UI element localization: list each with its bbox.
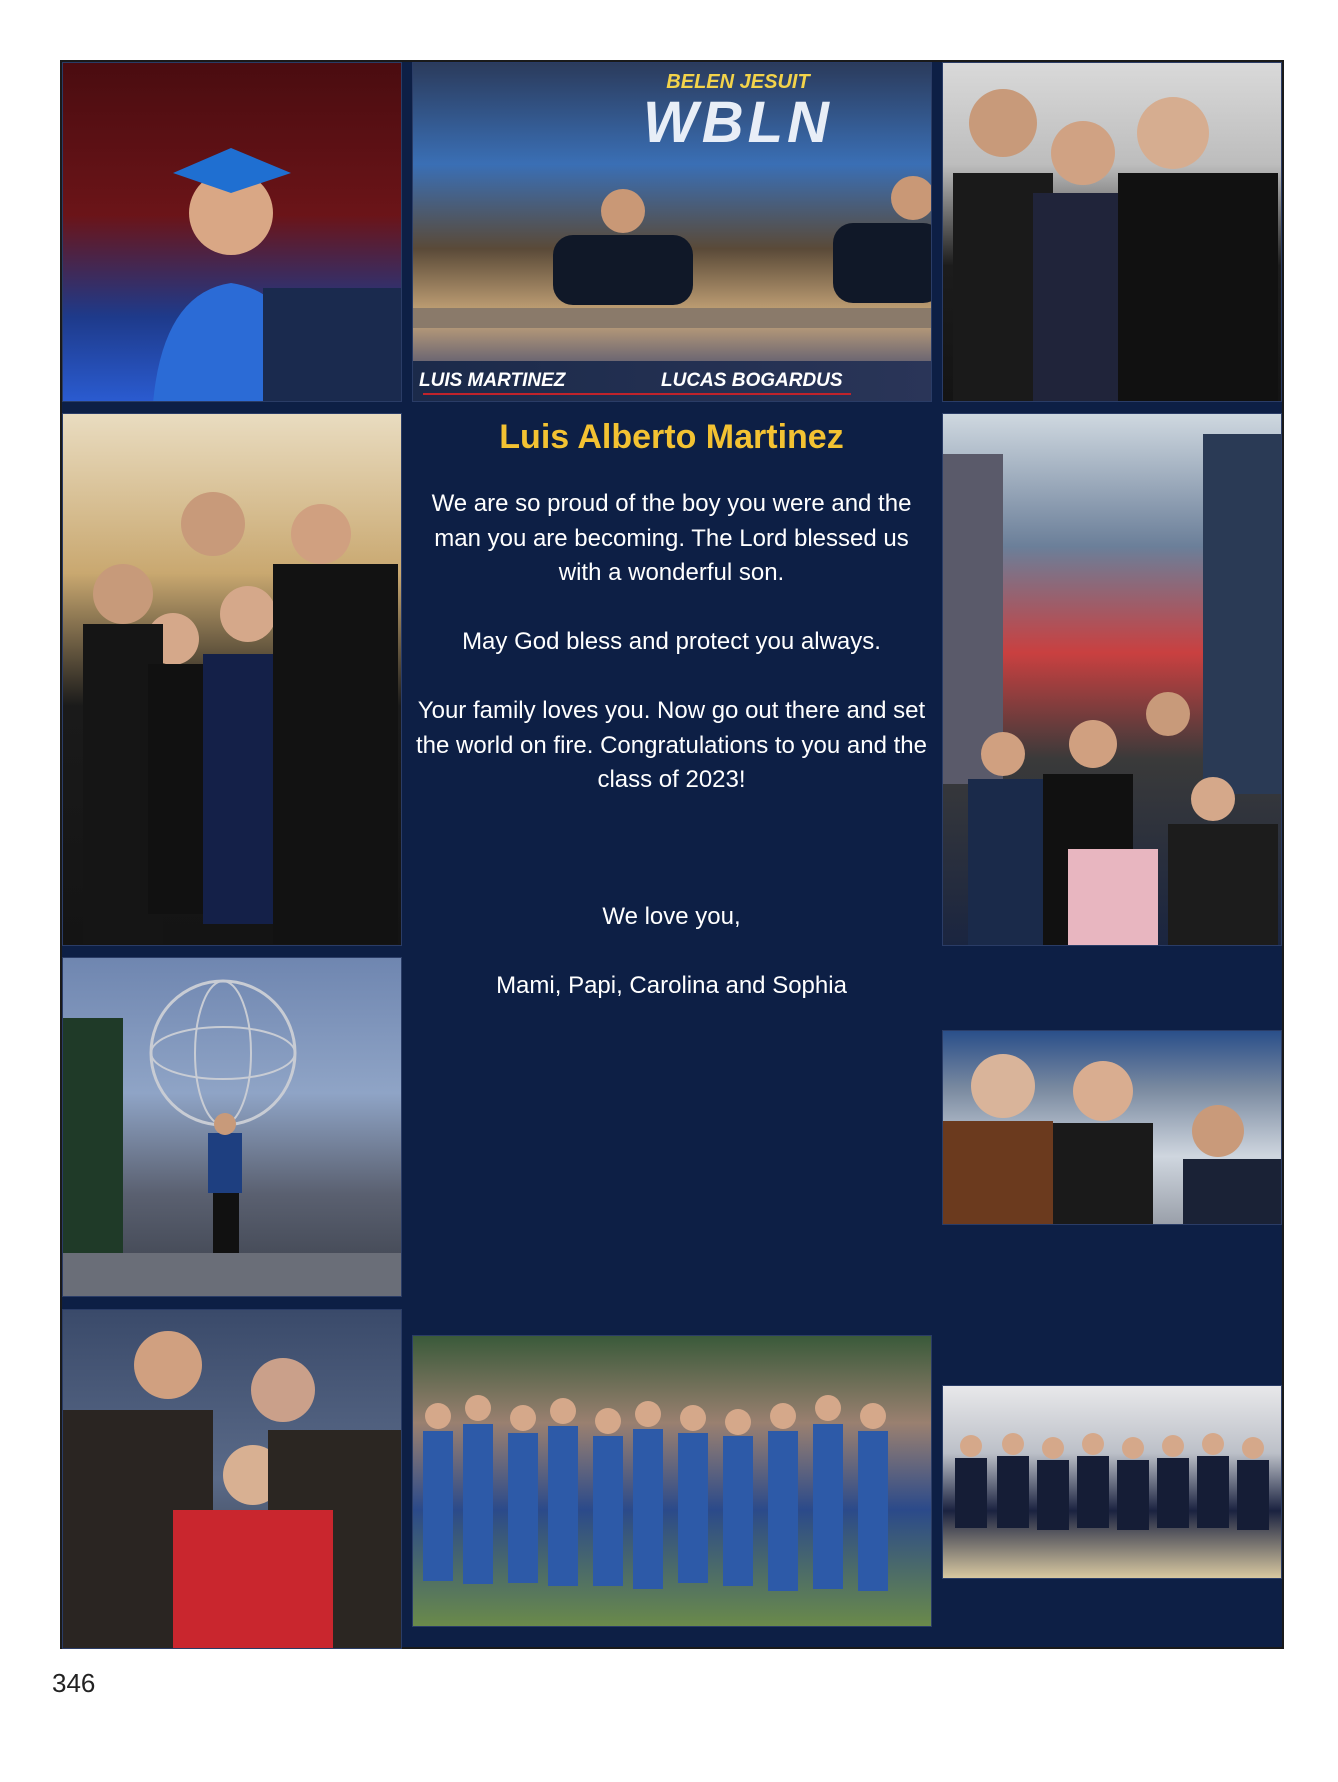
photo-times-square [942, 413, 1282, 946]
caption-right: LUCAS BOGARDUS [661, 370, 843, 391]
tribute-heading: Luis Alberto Martinez [499, 418, 844, 456]
caption-underline [423, 393, 851, 395]
newsroom-logo-line1: BELEN JESUIT [666, 71, 810, 93]
photo-grandparents [942, 1030, 1282, 1225]
message-closing: We love you, [602, 903, 741, 930]
message-signature: Mami, Papi, Carolina and Sophia [496, 972, 847, 999]
message-paragraph-1: We are so proud of the boy you were and the man you are becoming. The Lord blessed us with a wonderful son. [431, 490, 912, 586]
photo-ring-ceremony [942, 62, 1282, 402]
photo-group-outdoors [412, 1335, 932, 1627]
graduate-figure-icon [63, 63, 402, 402]
page-number: 346 [52, 1668, 96, 1698]
classmates-icon [943, 1386, 1282, 1579]
globe-sculpture-icon [63, 958, 402, 1297]
photo-unisphere [62, 957, 402, 1297]
family-group-icon [63, 414, 402, 946]
caption-left: LUIS MARTINEZ [419, 370, 566, 391]
photo-newsroom [412, 62, 932, 402]
family-street-icon [943, 414, 1282, 946]
photo-three-generations [62, 1309, 402, 1649]
message-paragraph-2: May God bless and protect you always. [462, 628, 881, 655]
message-paragraph-3: Your family loves you. Now go out there and set the world on fire. Congratulations to you and the class of 2023! [416, 697, 927, 793]
three-generations-icon [63, 1310, 402, 1649]
photo-classmates-blazers [942, 1385, 1282, 1579]
photo-graduation [62, 62, 402, 402]
grandparents-icon [943, 1031, 1282, 1225]
three-people-icon [943, 63, 1282, 402]
anchors-icon [413, 63, 932, 363]
newsroom-caption-bar [413, 361, 931, 401]
newsroom-logo-line2: WBLN [643, 90, 833, 155]
group-outdoors-icon [413, 1336, 932, 1627]
photo-family-church [62, 413, 402, 946]
